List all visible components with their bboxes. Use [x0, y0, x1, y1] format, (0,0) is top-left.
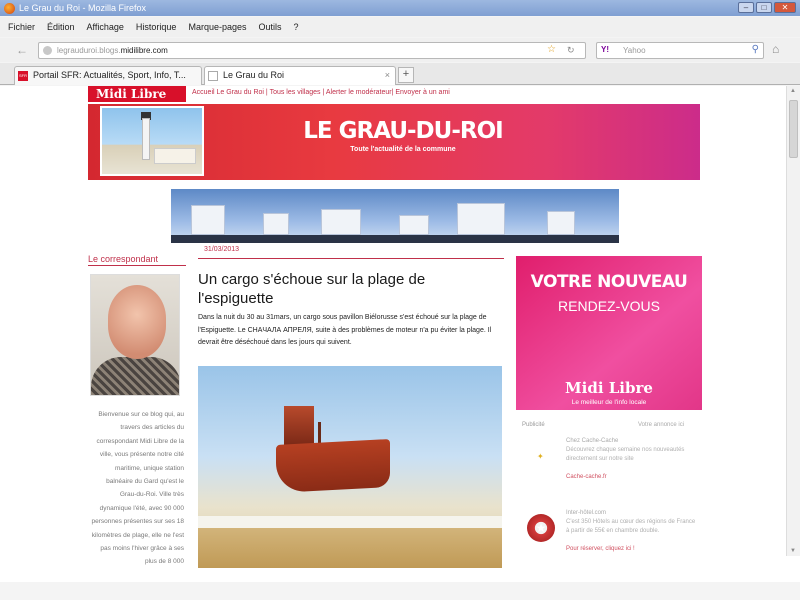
- bookmark-star-icon[interactable]: ☆: [547, 44, 556, 55]
- menu-fichier[interactable]: Fichier: [8, 22, 36, 32]
- promo-ad[interactable]: [516, 256, 702, 410]
- banner-subtitle: Toute l'actualité de la commune: [350, 146, 456, 153]
- navigation-toolbar: [0, 38, 800, 62]
- tab-label: Portail SFR: Actualités, Sport, Info, T...: [33, 70, 186, 80]
- site-top-nav: [88, 86, 700, 102]
- article-photo[interactable]: [198, 366, 502, 568]
- ad-bottom-band: [171, 235, 619, 243]
- scroll-thumb[interactable]: [789, 100, 798, 158]
- ad2-title[interactable]: Inter-hôtel.com: [566, 510, 607, 516]
- lighthouse-photo: [100, 106, 204, 176]
- reload-icon[interactable]: ↻: [567, 45, 575, 55]
- beach-sand: [198, 528, 502, 568]
- menu-affichage[interactable]: Affichage: [86, 22, 124, 32]
- ad1-url[interactable]: Cache-cache.fr: [566, 474, 607, 480]
- page-viewport: [0, 86, 800, 582]
- article-title[interactable]: Un cargo s'échoue sur la plage de l'espiguette: [198, 271, 426, 307]
- ads-label: Publicité: [522, 422, 545, 428]
- site-banner: [88, 104, 700, 180]
- ad-banner[interactable]: [171, 189, 619, 243]
- correspondent-heading: Le correspondant: [88, 254, 186, 266]
- article-body: Dans la nuit du 30 au 31mars, un cargo sous pavillon Biélorusse s'est échoué sur la plage de l'Espiguette. Le CHAЧАЛА АПРЕЛЯ, suite à des problèmes de moteur n'a pu éviter la plage. Il devrait être déséchoué dans les jours qui suivent.: [198, 314, 492, 346]
- firefox-logo-icon: [4, 3, 15, 14]
- search-bar[interactable]: [596, 42, 764, 59]
- correspondent-bio: Bienvenue sur ce blog qui, au travers des articles du correspondant Midi Libre de la ville, vous présente notre cité maritime, unique station balnéaire du Gard qu'est le Grau-du-Roi. Ville très dynamique l'été, avec 90 000 personnes présentes sur ses 18 kilomètres de plage, elle ne l'est pas moins l'hiver grâce à ses plus de 8 000: [91, 411, 184, 566]
- lighthouse-tower: [142, 118, 150, 160]
- blank-page-icon: [208, 71, 218, 81]
- tab-strip: [0, 63, 800, 85]
- promo-brand: Midi Libre: [565, 379, 653, 397]
- search-magnifier-icon[interactable]: ⚲: [751, 44, 759, 55]
- title-bar: [0, 0, 800, 16]
- site-identity-icon[interactable]: [43, 46, 52, 55]
- search-input[interactable]: Yahoo: [623, 46, 646, 55]
- address-bar[interactable]: [38, 42, 586, 59]
- sparkle-icon: ✦: [537, 452, 544, 461]
- ad2-url[interactable]: Pour réserver, cliquez ici !: [566, 546, 635, 552]
- vertical-scrollbar[interactable]: [786, 86, 800, 556]
- building-shape: [321, 209, 361, 235]
- menu-bar: [0, 17, 800, 37]
- article-date: 31/03/2013: [198, 246, 504, 259]
- building-shape: [191, 205, 225, 235]
- ad2-text: C'est 350 Hôtels au cœur des régions de France à partir de 55€ en chambre double.: [566, 519, 696, 534]
- ads-your-ad-link[interactable]: Votre annonce ici: [638, 422, 685, 428]
- menu-marque-pages[interactable]: Marque-pages: [188, 22, 247, 32]
- portrait-shirt: [91, 357, 180, 396]
- scroll-up-icon[interactable]: ▲: [790, 88, 796, 94]
- status-area: [0, 586, 800, 600]
- close-window-icon[interactable]: ✕: [774, 2, 796, 13]
- window-controls: [738, 2, 796, 13]
- yahoo-engine-icon[interactable]: Y!: [601, 45, 609, 54]
- building-shape: [399, 215, 429, 235]
- new-tab-button[interactable]: +: [398, 67, 414, 83]
- menu-edition[interactable]: Édition: [47, 22, 75, 32]
- correspondent-portrait: [90, 274, 180, 396]
- promo-line2: RENDEZ-VOUS: [558, 298, 660, 314]
- home-icon[interactable]: ⌂: [772, 42, 780, 56]
- midi-libre-logo[interactable]: Midi Libre: [88, 86, 186, 102]
- tab-label: Le Grau du Roi: [223, 70, 285, 80]
- ad1-text: Découvrez chaque semaine nos nouveautés directement sur notre site: [566, 447, 685, 462]
- tab-le-grau-du-roi[interactable]: [204, 66, 396, 85]
- back-arrow-icon[interactable]: ←: [16, 43, 28, 57]
- portrait-face: [108, 285, 166, 359]
- site-nav-links[interactable]: Accueil Le Grau du Roi | Tous les villages | Alerter le modérateur| Envoyer à un ami: [192, 89, 450, 96]
- building-shape: [457, 203, 505, 235]
- maximize-icon[interactable]: □: [756, 2, 772, 13]
- star-logo-icon: ★: [527, 514, 555, 542]
- sfr-favicon-icon: SFR: [18, 71, 28, 81]
- menu-outils[interactable]: Outils: [258, 22, 282, 32]
- url-text[interactable]: legrauduroi.blogs.midilibre.com: [57, 46, 168, 55]
- scroll-down-icon[interactable]: ▼: [790, 548, 796, 554]
- window-title: Le Grau du Roi - Mozilla Firefox: [19, 3, 147, 13]
- ship-bridge: [284, 406, 314, 446]
- banner-title: LE GRAU-DU-ROI: [303, 118, 503, 144]
- building-shape: [263, 213, 289, 235]
- menu-help[interactable]: ?: [293, 22, 299, 32]
- building-shape: [547, 211, 575, 235]
- tab-portail-sfr[interactable]: [14, 66, 202, 85]
- wave-foam: [198, 516, 502, 528]
- close-tab-icon[interactable]: ×: [384, 70, 390, 80]
- lighthouse-building: [154, 148, 196, 164]
- minimize-icon[interactable]: –: [738, 2, 754, 13]
- ship-hull: [276, 439, 390, 493]
- ad1-title[interactable]: Chez Cache-Cache: [566, 438, 619, 444]
- menu-historique[interactable]: Historique: [135, 22, 177, 32]
- promo-line1: VOTRE NOUVEAU: [530, 272, 688, 292]
- promo-tagline: Le meilleur de l'info locale: [571, 399, 647, 406]
